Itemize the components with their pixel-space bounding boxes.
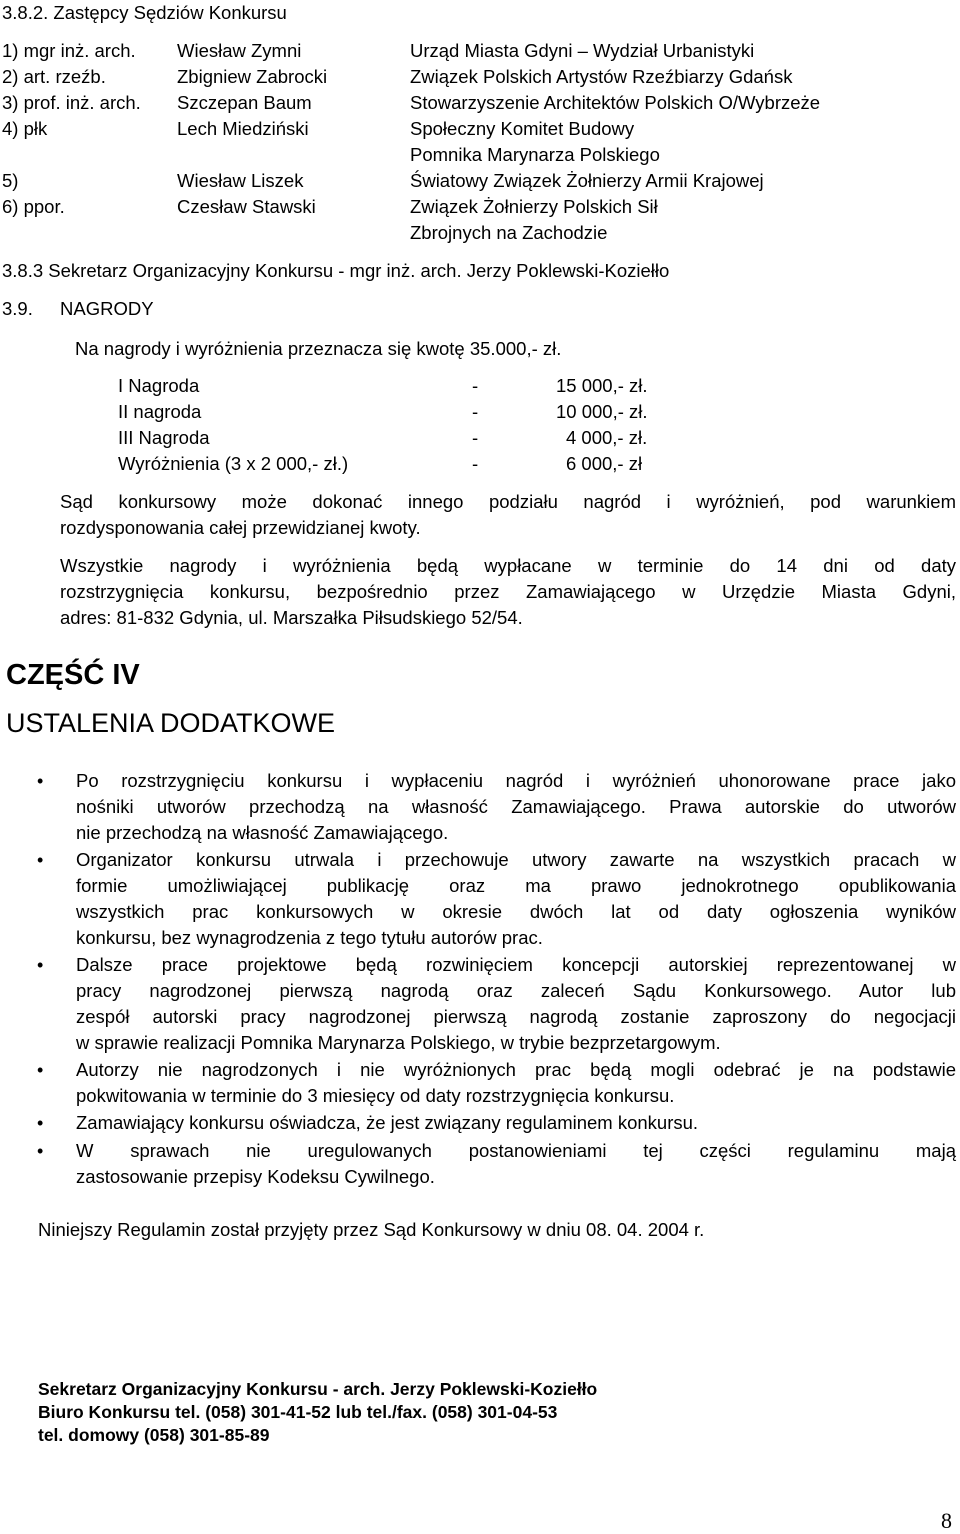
bullet-icon: •: [37, 955, 44, 975]
jury-row-4-name: Lech Miedziński: [177, 118, 309, 139]
prize-dash: -: [472, 401, 479, 422]
jury-row-2-num: 2) art. rzeźb.: [2, 66, 106, 87]
section-heading-382: 3.8.2. Zastępcy Sędziów Konkursu: [2, 2, 287, 23]
prize-name: III Nagroda: [118, 427, 210, 448]
secretary-line: 3.8.3 Sekretarz Organizacyjny Konkursu - mgr inż. arch. Jerzy Poklewski-Koziełło: [2, 260, 670, 281]
bullet-line: Po rozstrzygnięciu konkursu i wypłaceniu nagród i wyróżnień uhonorowane prace jako: [76, 770, 956, 791]
bullet-line: Autorzy nie nagrodzonych i nie wyróżnionych prac będą mogli odebrać je na podstawie: [76, 1059, 956, 1080]
paragraph-line: Wszystkie nagrody i wyróżnienia będą wypłacane w terminie do 14 dni od daty: [60, 555, 956, 576]
page-number: 8: [941, 1508, 952, 1533]
bullet-line: pracy nagrodzonej pierwszą nagrodą oraz zaleceń Sądu Konkursowego. Autor lub: [76, 980, 956, 1001]
part-title: CZĘŚĆ IV: [6, 659, 140, 691]
paragraph-line: rozstrzygnięcia konkursu, bezpośrednio przez Zamawiającego w Urzędzie Miasta Gdyni,: [60, 581, 956, 602]
jury-row-4-num: 4) płk: [2, 118, 48, 139]
closing-statement: Niniejszy Regulamin został przyjęty przez Sąd Konkursowy w dniu 08. 04. 2004 r.: [38, 1219, 705, 1240]
bullet-line: konkursu, bez wynagrodzenia z tego tytułu autorów prac.: [76, 927, 543, 948]
bullet-icon: •: [37, 850, 44, 870]
prize-amount: 10 000,- zł.: [556, 401, 648, 422]
prize-dash: -: [472, 427, 479, 448]
bullet-line: W sprawach nie uregulowanych postanowieniami tej części regulaminu mają: [76, 1140, 956, 1161]
prize-dash: -: [472, 453, 479, 474]
prize-name: I Nagroda: [118, 375, 200, 396]
prize-amount: 4 000,- zł.: [566, 427, 648, 448]
bullet-line: Zamawiający konkursu oświadcza, że jest związany regulaminem konkursu.: [76, 1112, 699, 1133]
prizes-intro: Na nagrody i wyróżnienia przeznacza się kwotę 35.000,- zł.: [75, 338, 562, 359]
footer-line: Biuro Konkursu tel. (058) 301-41-52 lub tel./fax. (058) 301-04-53: [38, 1402, 558, 1422]
prize-amount: 15 000,- zł.: [556, 375, 648, 396]
paragraph-line: rozdysponowania całej przewidzianej kwoty.: [60, 517, 421, 538]
bullet-line: zespół autorski pracy nagrodzonej pierwszą nagrodą zostanie zaproszony do negocjacji: [76, 1006, 956, 1027]
jury-row-1-org: Urząd Miasta Gdyni – Wydział Urbanistyki: [410, 40, 755, 61]
jury-row-1-name: Wiesław Zymni: [177, 40, 302, 61]
section-number-39: 3.9.: [2, 298, 33, 319]
bullet-line: w sprawie realizacji Pomnika Marynarza Polskiego, w trybie bezprzetargowym.: [76, 1032, 721, 1053]
footer-line: tel. domowy (058) 301-85-89: [38, 1425, 270, 1445]
bullet-line: nośniki utworów przechodzą na własność Zamawiającego. Prawa autorskie do utworów: [76, 796, 956, 817]
bullet-line: pokwitowania w terminie do 3 miesięcy od daty rozstrzygnięcia konkursu.: [76, 1085, 675, 1106]
footer-line: Sekretarz Organizacyjny Konkursu - arch. Jerzy Poklewski-Koziełło: [38, 1379, 598, 1399]
jury-row-5-num: 5): [2, 170, 19, 191]
jury-row-2-name: Zbigniew Zabrocki: [177, 66, 328, 87]
bullet-line: Dalsze prace projektowe będą rozwinięciem koncepcji autorskiej reprezentowanej w: [76, 954, 956, 975]
jury-row-4-org: Społeczny Komitet Budowy: [410, 118, 635, 139]
bullet-icon: •: [37, 1113, 44, 1133]
bullet-line: zastosowanie przepisy Kodeksu Cywilnego.: [76, 1166, 435, 1187]
jury-row-4-org-line2: Pomnika Marynarza Polskiego: [410, 144, 660, 165]
jury-row-6-name: Czesław Stawski: [177, 196, 316, 217]
jury-row-5-name: Wiesław Liszek: [177, 170, 304, 191]
jury-row-2-org: Związek Polskich Artystów Rzeźbiarzy Gdańsk: [410, 66, 793, 87]
jury-row-5-org: Światowy Związek Żołnierzy Armii Krajowej: [410, 170, 764, 191]
bullet-icon: •: [37, 1141, 44, 1161]
prize-amount: 6 000,- zł: [566, 453, 643, 474]
jury-row-6-org: Związek Żołnierzy Polskich Sił: [410, 196, 658, 217]
bullet-line: Organizator konkursu utrwala i przechowuje utwory zawarte na wszystkich pracach w: [76, 849, 956, 870]
jury-row-6-org-line2: Zbrojnych na Zachodzie: [410, 222, 608, 243]
paragraph-line: Sąd konkursowy może dokonać innego podziału nagród i wyróżnień, pod warunkiem: [60, 491, 956, 512]
bullet-line: formie umożliwiającej publikację oraz ma prawo jednokrotnego opublikowania: [76, 875, 956, 896]
jury-row-1-num: 1) mgr inż. arch.: [2, 40, 136, 61]
part-subtitle: USTALENIA DODATKOWE: [6, 708, 336, 738]
prize-name: Wyróżnienia (3 x 2 000,- zł.): [118, 453, 349, 474]
bullet-line: wszystkich prac konkursowych w okresie dwóch lat od daty ogłoszenia wyników: [76, 901, 956, 922]
jury-row-3-name: Szczepan Baum: [177, 92, 312, 113]
bullet-icon: •: [37, 1060, 44, 1080]
bullet-icon: •: [37, 771, 44, 791]
jury-row-3-num: 3) prof. inż. arch.: [2, 92, 141, 113]
prize-dash: -: [472, 375, 479, 396]
prize-name: II nagroda: [118, 401, 202, 422]
jury-row-6-num: 6) ppor.: [2, 196, 65, 217]
section-title-prizes: NAGRODY: [60, 298, 154, 319]
paragraph-line: adres: 81-832 Gdynia, ul. Marszałka Piłsudskiego 52/54.: [60, 607, 523, 628]
bullet-line: nie przechodzą na własność Zamawiającego.: [76, 822, 449, 843]
jury-row-3-org: Stowarzyszenie Architektów Polskich O/Wybrzeże: [410, 92, 821, 113]
